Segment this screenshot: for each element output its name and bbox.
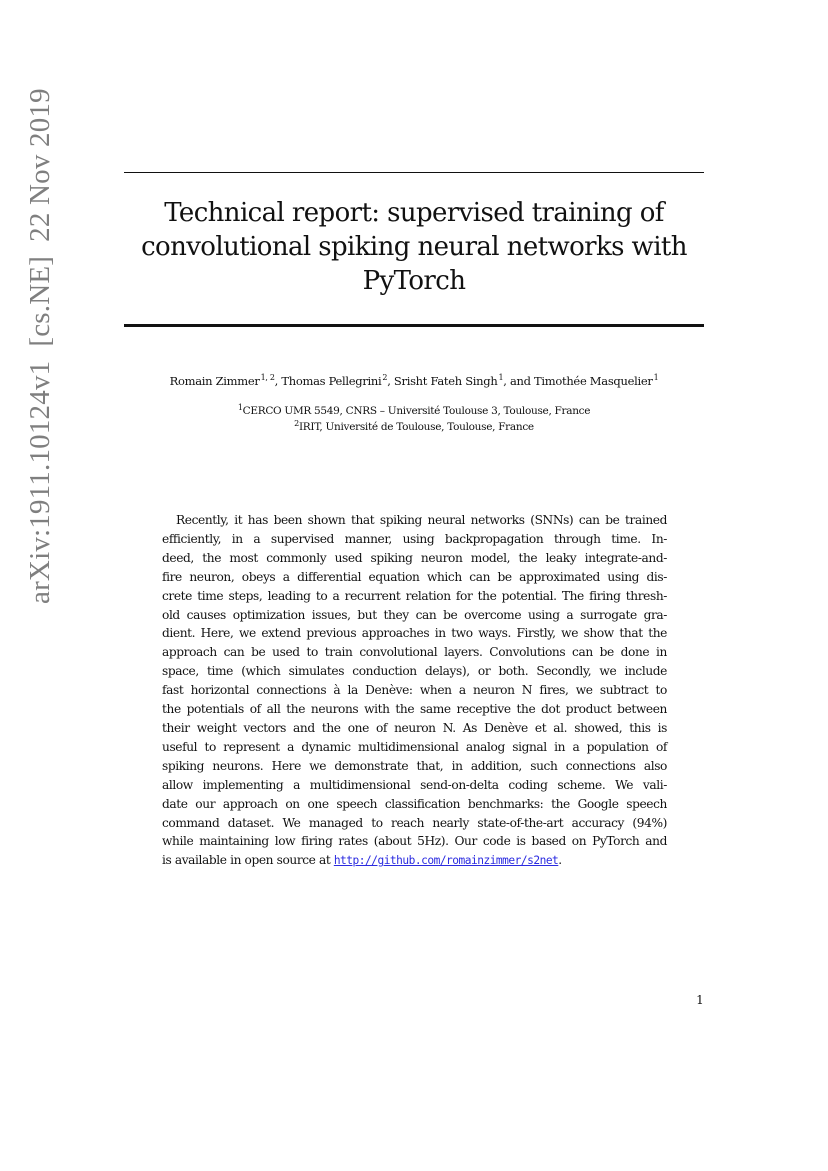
author-name: Timothée Masquelier xyxy=(534,374,653,388)
author-separator: , xyxy=(387,374,394,388)
author-affiliation-mark: 2 xyxy=(382,373,388,382)
abstract-line: approach can be used to train convolutional layers. Convolutions can be done in xyxy=(162,645,667,660)
abstract-line: dient. Here, we extend previous approaches in two ways. Firstly, we show that the xyxy=(162,626,667,641)
author-list xyxy=(124,373,704,389)
author-separator: , and xyxy=(503,374,535,388)
abstract-line: space, time (which simulates conduction delays), or both. Secondly, we include xyxy=(162,664,667,679)
abstract-line: Recently, it has been shown that spiking neural networks (SNNs) can be trained xyxy=(176,513,667,527)
affiliation-text: CERCO UMR 5549, CNRS – Université Toulouse 3, Toulouse, France xyxy=(242,405,591,417)
affiliation-item xyxy=(124,419,704,435)
author-affiliation-mark: 1 xyxy=(498,373,504,382)
abstract-line: while maintaining low firing rates (about 5Hz). Our code is based on PyTorch and xyxy=(162,834,667,849)
title-bottom-rule xyxy=(124,324,704,327)
affiliation-mark: 2 xyxy=(294,419,299,428)
abstract-line: their weight vectors and the one of neuron N. As Denève et al. showed, this is xyxy=(162,720,667,735)
title-line-2: convolutional spiking neural networks with xyxy=(141,232,687,262)
arxiv-date: 22 Nov 2019 xyxy=(24,88,56,242)
abstract-last-line xyxy=(162,851,667,871)
author-name: Srisht Fateh Singh xyxy=(393,374,498,388)
abstract-last-line-text: is available in open source at xyxy=(162,853,334,868)
affiliation-item xyxy=(124,403,704,419)
author-name: Romain Zimmer xyxy=(169,374,260,388)
abstract-line: useful to represent a dynamic multidimensional analog signal in a population of xyxy=(162,739,667,754)
author-separator: , xyxy=(274,374,282,388)
abstract xyxy=(162,511,667,871)
affiliation-text: IRIT, Université de Toulouse, Toulouse, France xyxy=(298,421,534,433)
abstract-line: crete time steps, leading to a recurrent relation for the potential. The firing thresh- xyxy=(162,588,667,603)
arxiv-id: arXiv:1911.10124v1 xyxy=(24,360,56,604)
paper-title xyxy=(124,196,704,298)
title-line-3: PyTorch xyxy=(362,266,466,296)
title-line-1: Technical report: supervised training of xyxy=(164,198,664,228)
abstract-line: fast horizontal connections à la Denève: when a neuron N fires, we subtract to xyxy=(162,683,667,698)
author-affiliation-mark: 1 xyxy=(653,373,659,382)
arxiv-category: [cs.NE] xyxy=(24,255,56,347)
arxiv-identifier-stamp xyxy=(20,88,60,604)
abstract-line: efficiently, in a supervised manner, using backpropagation through time. In- xyxy=(162,531,667,546)
abstract-line: allow implementing a multidimensional send-on-delta coding scheme. We vali- xyxy=(162,777,667,792)
author-affiliation-mark: 1, 2 xyxy=(260,373,275,382)
abstract-line: fire neuron, obeys a differential equation which can be approximated using dis- xyxy=(162,569,667,584)
title-top-rule xyxy=(124,172,704,173)
affiliation-mark: 1 xyxy=(237,403,243,412)
abstract-line: old causes optimization issues, but they can be overcome using a surrogate gra- xyxy=(162,607,667,622)
abstract-line: spiking neurons. Here we demonstrate that, in addition, such connections also xyxy=(162,758,667,773)
abstract-period: . xyxy=(558,853,562,868)
abstract-line: command dataset. We managed to reach nearly state-of-the-art accuracy (94%) xyxy=(162,815,667,830)
author-name: Thomas Pellegrini xyxy=(281,374,382,388)
page-number: 1 xyxy=(696,993,704,1007)
code-repository-link[interactable]: http://github.com/romainzimmer/s2net xyxy=(333,854,559,868)
affiliation-list xyxy=(124,403,704,435)
abstract-line: the potentials of all the neurons with the same receptive the dot product between xyxy=(162,702,667,717)
abstract-line: deed, the most commonly used spiking neuron model, the leaky integrate-and- xyxy=(162,550,667,565)
abstract-line: date our approach on one speech classification benchmarks: the Google speech xyxy=(162,796,667,811)
